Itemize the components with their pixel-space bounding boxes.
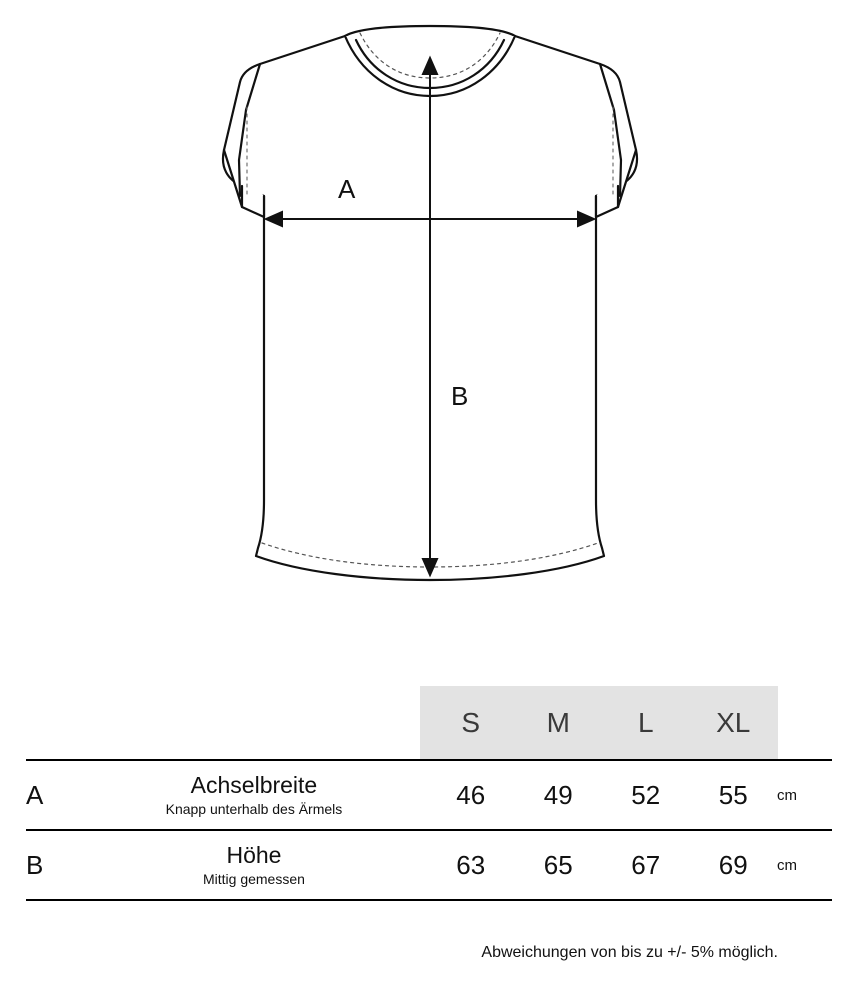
value-a-l: 52 [602, 760, 690, 830]
row-description-a [81, 760, 427, 830]
table-row [26, 830, 832, 900]
value-a-m: 49 [514, 760, 602, 830]
size-header-l: L [637, 706, 654, 738]
row-letter-b: B [26, 830, 81, 900]
tolerance-footnote: Abweichungen von bis zu +/- 5% möglich. [481, 944, 778, 961]
header-blank-cell [26, 686, 427, 760]
value-b-s: 63 [427, 830, 515, 900]
row-subtitle-b: Mittig gemessen [202, 870, 305, 887]
size-header-s: S [461, 706, 481, 738]
table-header-row [26, 686, 832, 760]
measure-label-a: A [338, 174, 356, 204]
size-table [26, 686, 832, 901]
row-description-b [81, 830, 427, 900]
unit-a: cm [777, 760, 832, 830]
value-a-s: 46 [427, 760, 515, 830]
unit-b: cm [777, 830, 832, 900]
header-unit-cell [777, 686, 832, 760]
size-table-area [0, 672, 858, 993]
table-row [26, 760, 832, 830]
row-title-a: Achselbreite [190, 772, 318, 799]
value-a-xl: 55 [690, 760, 778, 830]
value-b-xl: 69 [690, 830, 778, 900]
row-letter-a: A [26, 760, 81, 830]
value-b-l: 67 [602, 830, 690, 900]
row-title-b: Höhe [226, 842, 282, 869]
value-b-m: 65 [514, 830, 602, 900]
size-header-xl: XL [716, 706, 751, 738]
row-subtitle-a: Knapp unterhalb des Ärmels [165, 800, 343, 817]
size-header-m: M [546, 706, 570, 738]
measure-label-b: B [451, 381, 469, 411]
